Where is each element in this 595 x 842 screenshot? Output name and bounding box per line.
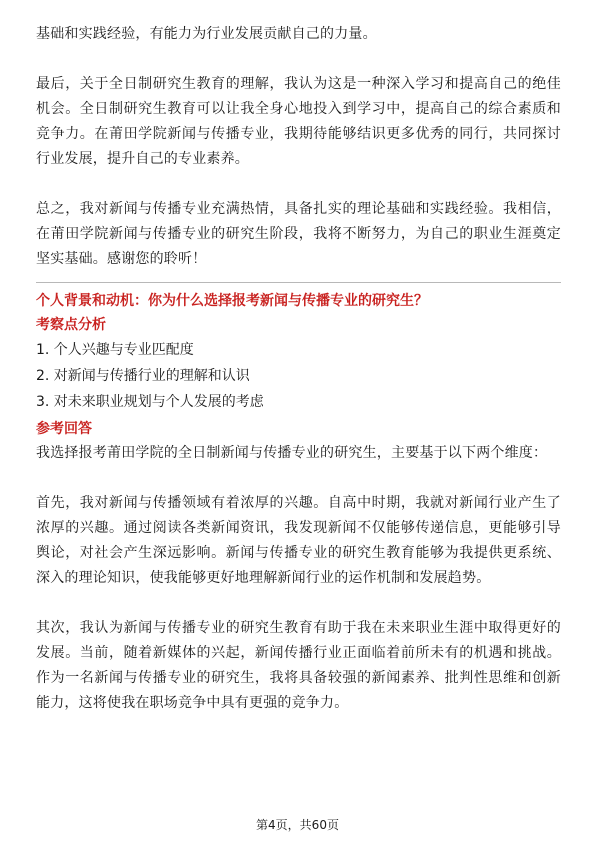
continuation-text: 基础和实践经验，有能力为行业发展贡献自己的力量。: [36, 26, 377, 42]
document-page: [36, 22, 561, 716]
analysis-item: 2. 对新闻与传播行业的理解和认识: [36, 368, 250, 384]
analysis-item: 3. 对未来职业规划与个人发展的考虑: [36, 394, 264, 410]
analysis-title: 考察点分析: [36, 317, 106, 333]
section-divider: [36, 282, 561, 283]
answer-paragraph-second: 其次，我认为新闻与传播专业的研究生教育有助于我在未来职业生涯中取得更好的发展。当前，随着新媒体的兴起，新闻传播行业正面临着前所未有的机遇和挑战。作为一名新闻与传播专业的研究生，我将具备较强的新闻素养、批判性思维和创新能力，这将使我在职场竞争中具有更强的竞争力。: [36, 620, 561, 711]
answer-intro: 我选择报考莆田学院的全日制新闻与传播专业的研究生，主要基于以下两个维度：: [36, 445, 548, 461]
answer-paragraph-first: 首先，我对新闻与传播领域有着浓厚的兴趣。自高中时期，我就对新闻行业产生了浓厚的兴趣。通过阅读各类新闻资讯，我发现新闻不仅能够传递信息，更能够引导舆论，对社会产生深远影响。新闻与传播专业的研究生教育能够为我提供更系统、深入的理论知识，使我能够更好地理解新闻行业的运作机制和发展趋势。: [36, 495, 561, 586]
question-title: 个人背景和动机：你为什么选择报考新闻与传播专业的研究生？: [36, 293, 428, 309]
analysis-item: 1. 个人兴趣与专业匹配度: [36, 342, 194, 358]
page-number: 第4页，共60页: [256, 818, 339, 832]
paragraph-full-time-education: 最后，关于全日制研究生教育的理解，我认为这是一种深入学习和提高自己的绝佳机会。全日制研究生教育可以让我全身心地投入到学习中，提高自己的综合素质和竞争力。在莆田学院新闻与传播专业，我期待能够结识更多优秀的同行，共同探讨行业发展，提升自己的专业素养。: [36, 76, 561, 167]
answer-title: 参考回答: [36, 421, 92, 437]
paragraph-summary: 总之，我对新闻与传播专业充满热情，具备扎实的理论基础和实践经验。我相信，在莆田学院新闻与传播专业的研究生阶段，我将不断努力，为自己的职业生涯奠定坚实基础。感谢您的聆听！: [36, 201, 561, 267]
